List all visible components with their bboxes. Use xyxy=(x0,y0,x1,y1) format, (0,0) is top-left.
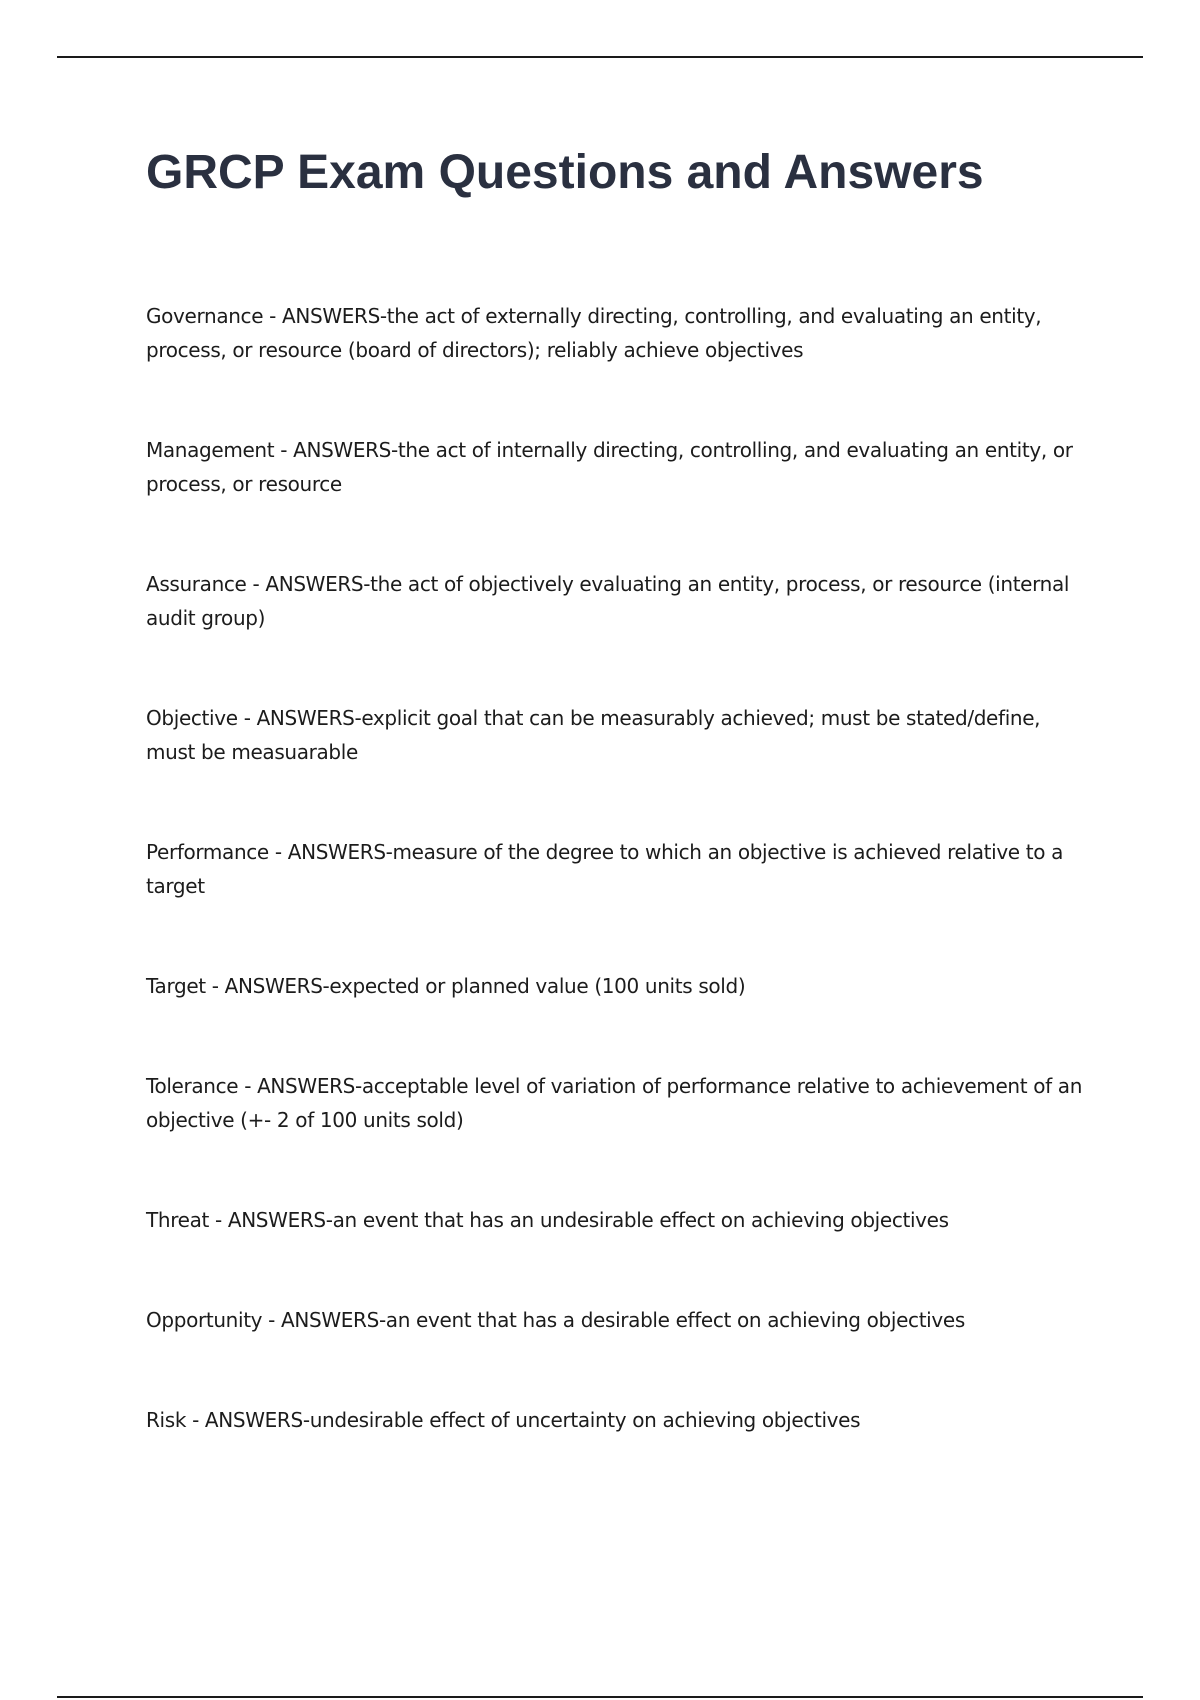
qa-entry-opportunity: Opportunity - ANSWERS-an event that has a desirable effect on achieving objectives xyxy=(146,1308,965,1332)
qa-list xyxy=(146,299,1086,1503)
qa-entry-performance: Performance - ANSWERS-measure of the degree to which an objective is achieved relative to a target xyxy=(146,840,1064,898)
qa-entry-objective: Objective - ANSWERS-explicit goal that can be measurably achieved; must be stated/define, must be measuarable xyxy=(146,706,1041,764)
qa-entry-management: Management - ANSWERS-the act of internally directing, controlling, and evaluating an entity, or process, or resource xyxy=(146,438,1073,496)
page-title: GRCP Exam Questions and Answers xyxy=(146,146,984,199)
qa-entry-target: Target - ANSWERS-expected or planned value (100 units sold) xyxy=(146,974,746,998)
header-rule xyxy=(57,56,1143,58)
qa-entry-tolerance: Tolerance - ANSWERS-acceptable level of variation of performance relative to achievement of an objective (+- 2 of 100 units sold) xyxy=(146,1074,1083,1132)
qa-entry-threat: Threat - ANSWERS-an event that has an undesirable effect on achieving objectives xyxy=(146,1208,949,1232)
qa-entry-governance: Governance - ANSWERS-the act of externally directing, controlling, and evaluating an entity, process, or resource (board of directors); reliably achieve objectives xyxy=(146,304,1042,362)
footer-rule xyxy=(57,1696,1143,1698)
qa-entry-risk: Risk - ANSWERS-undesirable effect of uncertainty on achieving objectives xyxy=(146,1408,861,1432)
qa-entry-assurance: Assurance - ANSWERS-the act of objectively evaluating an entity, process, or resource (internal audit group) xyxy=(146,572,1070,630)
